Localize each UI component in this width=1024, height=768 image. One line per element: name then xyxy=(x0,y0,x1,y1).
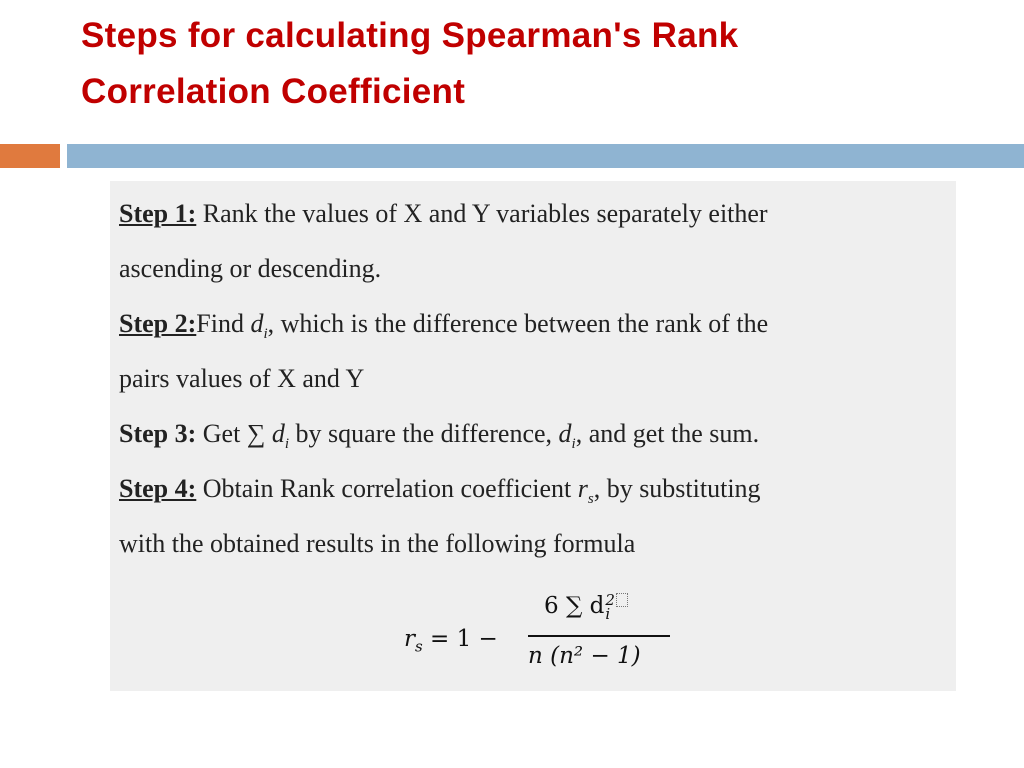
step-3-post: , and get the sum. xyxy=(575,419,760,448)
formula-numerator-text: 6 ∑ d xyxy=(544,593,605,619)
step-3-sub: i xyxy=(284,436,290,453)
step-2-text-b: , which is the difference between the rank of the xyxy=(267,309,769,338)
step-1-line-1 xyxy=(119,199,949,229)
step-4-line-1 xyxy=(119,474,949,508)
step-3-var2: d xyxy=(558,419,572,448)
step-3-mid: by square the difference, xyxy=(289,419,559,448)
step-2-line-2: pairs values of X and Y xyxy=(119,364,365,393)
step-4-pre: Obtain Rank correlation coefficient xyxy=(196,474,578,503)
page-title xyxy=(81,8,981,120)
fraction-bar xyxy=(528,635,670,637)
step-2-label: Step 2: xyxy=(119,309,197,338)
step-4-line-2: with the obtained results in the following formula xyxy=(119,529,636,558)
step-3-label: Step 3: xyxy=(119,419,197,448)
step-2-var: d xyxy=(250,309,264,338)
step-2-sub: i xyxy=(263,326,268,343)
step-4-sub: s xyxy=(587,491,594,508)
step-3-pre: Get ∑ xyxy=(196,419,272,448)
formula-lhs xyxy=(404,626,498,656)
formula-lhs-var: r xyxy=(404,626,415,652)
step-4-var: r xyxy=(577,474,588,503)
steps-image-panel xyxy=(110,181,956,691)
step-2-text-a: Find xyxy=(196,309,251,338)
spearman-formula xyxy=(404,589,704,679)
title-line-1: Steps for calculating Spearman's Rank xyxy=(81,16,739,55)
step-1-line-2: ascending or descending. xyxy=(119,254,382,283)
step-1-label: Step 1: xyxy=(119,199,197,228)
formula-num-sup: 2 xyxy=(605,591,615,609)
formula-lhs-sub: s xyxy=(415,637,423,656)
formula-numerator xyxy=(544,593,628,621)
formula-num-sub: i xyxy=(605,605,611,623)
step-4-post: , by substituting xyxy=(593,474,761,503)
accent-bar-orange xyxy=(0,144,60,168)
step-3-sub2: i xyxy=(571,436,576,453)
step-2-line-1 xyxy=(119,309,949,343)
step-1-text: Rank the values of X and Y variables separately either xyxy=(202,199,768,228)
step-4-label: Step 4: xyxy=(119,474,197,503)
accent-bar-blue xyxy=(67,144,1024,168)
title-line-2: Correlation Coefficient xyxy=(81,72,466,111)
formula-denominator: n (n² − 1) xyxy=(528,643,641,669)
step-3-var: d xyxy=(271,419,285,448)
formula-equals: = 1 − xyxy=(422,626,498,652)
step-3-line xyxy=(119,419,949,453)
placeholder-box-icon xyxy=(616,593,628,607)
